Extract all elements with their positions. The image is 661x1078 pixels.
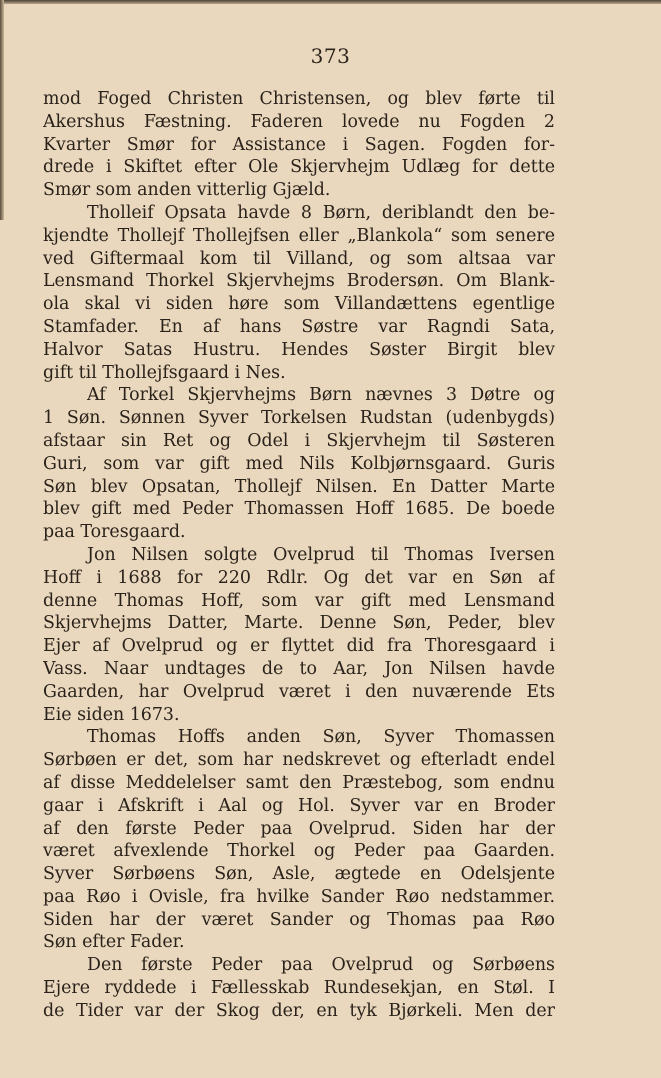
text-line: Sørbøen er det, som har nedskrevet og efterladt endel bbox=[43, 750, 555, 771]
page-top-edge bbox=[0, 0, 661, 4]
text-line: Gaarden, har Ovelprud været i den nuværende Ets bbox=[43, 681, 555, 702]
text-line: Tholleif Opsata havde 8 Børn, deriblandt den be- bbox=[87, 202, 555, 223]
text-line: Halvor Satas Hustru. Hendes Søster Birgit blev bbox=[43, 339, 555, 360]
text-line: Smør som anden vitterlig Gjæld. bbox=[43, 180, 331, 201]
text-line: Thomas Hoffs anden Søn, Syver Thomassen bbox=[87, 727, 555, 748]
text-line: Søn efter Fader. bbox=[43, 932, 185, 953]
text-line: drede i Skiftet efter Ole Skjervhejm Udlæg for dette bbox=[43, 157, 555, 178]
text-line: ola skal vi siden høre som Villandættens egentlige bbox=[43, 294, 555, 315]
page-left-edge bbox=[0, 0, 4, 220]
text-line: Lensmand Thorkel Skjervhejms Brodersøn. Om Blank- bbox=[43, 271, 555, 292]
text-line: gift til Thollejfsgaard i Nes. bbox=[43, 362, 286, 383]
text-line: Søn blev Opsatan, Thollejf Nilsen. En Datter Marte bbox=[43, 476, 555, 497]
text-line: mod Foged Christen Christensen, og blev førte til bbox=[43, 89, 555, 109]
text-line: denne Thomas Hoff, som var gift med Lensmand bbox=[43, 590, 555, 611]
text-line: af den første Peder paa Ovelprud. Siden har der bbox=[43, 818, 555, 839]
text-line: Ejere ryddede i Fællesskab Rundesekjan, en Støl. I bbox=[43, 978, 555, 999]
text-line: Eie siden 1673. bbox=[43, 704, 180, 725]
text-line: Guri, som var gift med Nils Kolbjørnsgaard. Guris bbox=[43, 453, 555, 474]
text-line: paa Toresgaard. bbox=[43, 522, 186, 543]
text-line: Af Torkel Skjervhejms Børn nævnes 3 Døtre og bbox=[87, 385, 555, 406]
text-line: Stamfader. En af hans Søstre var Ragndi Sata, bbox=[43, 316, 555, 337]
text-line: afstaar sin Ret og Odel i Skjervhejm til Søsteren bbox=[43, 430, 555, 451]
text-line: Den første Peder paa Ovelprud og Sørbøens bbox=[87, 955, 555, 976]
text-line: Syver Sørbøens Søn, Asle, ægtede en Odelsjente bbox=[43, 864, 555, 885]
text-line: af disse Meddelelser samt den Præstebog, som endnu bbox=[43, 772, 555, 793]
text-line: paa Røo i Ovisle, fra hvilke Sander Røo nedstammer. bbox=[43, 886, 555, 907]
text-line: Akershus Fæstning. Faderen lovede nu Fogden 2 bbox=[43, 111, 555, 132]
text-line: Kvarter Smør for Assistance i Sagen. Fogden for- bbox=[43, 134, 555, 155]
text-line: 1 Søn. Sønnen Syver Torkelsen Rudstan (udenbygds) bbox=[43, 408, 555, 429]
text-line: været afvexlende Thorkel og Peder paa Gaarden. bbox=[43, 841, 555, 862]
text-line: ved Giftermaal kom til Villand, og som altsaa var bbox=[43, 248, 555, 269]
text-line: gaar i Afskrift i Aal og Hol. Syver var en Broder bbox=[43, 795, 555, 816]
text-line: Siden har der været Sander og Thomas paa Røo bbox=[43, 909, 555, 930]
text-line: Vass. Naar undtages de to Aar, Jon Nilsen havde bbox=[43, 658, 555, 679]
text-line: kjendte Thollejf Thollejfsen eller „Blankola“ som senere bbox=[43, 225, 555, 246]
text-line: Hoff i 1688 for 220 Rdlr. Og det var en Søn af bbox=[43, 567, 555, 588]
text-line: Jon Nilsen solgte Ovelprud til Thomas Iversen bbox=[87, 544, 555, 565]
body-text bbox=[43, 88, 555, 1023]
text-line: Ejer af Ovelprud og er flyttet did fra Thoresgaard i bbox=[43, 636, 555, 657]
text-line: de Tider var der Skog der, en tyk Bjørkeli. Men der bbox=[43, 1000, 555, 1021]
page-number: 373 bbox=[310, 44, 351, 68]
text-line: blev gift med Peder Thomassen Hoff 1685. De boede bbox=[43, 499, 555, 520]
text-line: Skjervhejms Datter, Marte. Denne Søn, Peder, blev bbox=[43, 613, 555, 634]
